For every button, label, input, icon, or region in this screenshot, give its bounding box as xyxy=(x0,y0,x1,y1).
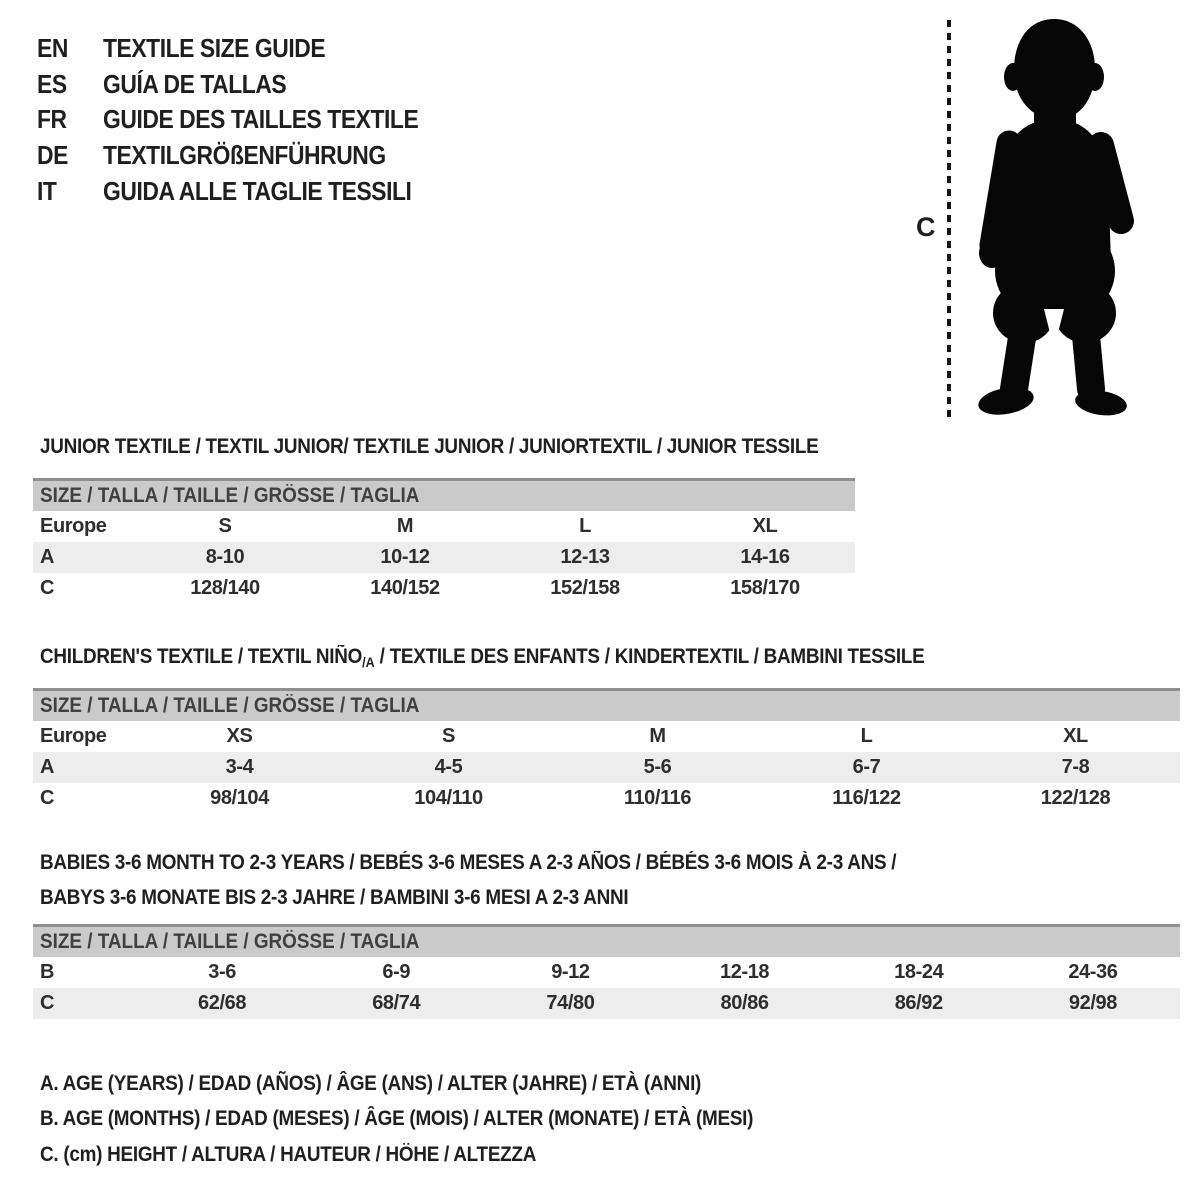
size-cell: 3-6 xyxy=(208,961,236,983)
size-cell: 98/104 xyxy=(210,787,269,809)
row-label: C xyxy=(40,992,55,1014)
size-cell: 10-12 xyxy=(380,546,430,568)
size-cell: 74/80 xyxy=(546,992,595,1014)
size-cell: 5-6 xyxy=(643,756,672,778)
size-cell: M xyxy=(396,515,414,537)
row-label: A xyxy=(40,756,55,778)
size-cell: 140/152 xyxy=(370,577,440,599)
legend xyxy=(40,1066,832,1173)
language-code: FR xyxy=(37,104,67,135)
language-code: DE xyxy=(37,140,68,171)
language-code: IT xyxy=(37,175,57,206)
size-row-height xyxy=(33,988,1180,1019)
size-cell: 116/122 xyxy=(832,787,901,809)
language-title: TEXTILGRÖßENFÜHRUNG xyxy=(103,140,386,171)
size-cell: L xyxy=(579,515,591,537)
size-cell: 14-16 xyxy=(740,546,790,568)
size-row-europe xyxy=(33,721,1180,752)
size-cell: 7-8 xyxy=(1061,756,1090,778)
size-table-header: SIZE / TALLA / TAILLE / GRÖSSE / TAGLIA xyxy=(33,478,855,511)
size-cell: M xyxy=(649,725,666,747)
size-cell: 128/140 xyxy=(190,577,260,599)
junior-size-table xyxy=(33,478,855,604)
size-cell: 6-9 xyxy=(382,961,411,983)
size-row-europe xyxy=(33,511,855,542)
size-cell: 8-10 xyxy=(205,546,245,568)
size-cell: 3-4 xyxy=(225,756,254,778)
children-size-table xyxy=(33,688,1180,814)
size-cell: 92/98 xyxy=(1068,992,1117,1014)
size-cell: S xyxy=(442,725,455,747)
row-label: A xyxy=(40,546,55,568)
language-title: GUIDE DES TAILLES TEXTILE xyxy=(103,104,419,135)
legend-item-b: B. AGE (MONTHS) / EDAD (MESES) / ÂGE (MOIS) / ALTER (MONATE) / ETÀ (MESI) xyxy=(40,1107,754,1131)
row-label: Europe xyxy=(40,515,107,537)
size-cell: 18-24 xyxy=(894,961,944,983)
size-cell: 104/110 xyxy=(414,787,483,809)
row-label: C xyxy=(40,787,55,809)
row-label: Europe xyxy=(40,725,107,747)
size-cell: 158/170 xyxy=(730,577,800,599)
language-item xyxy=(37,31,461,67)
size-cell: 152/158 xyxy=(550,577,620,599)
language-list xyxy=(37,31,461,209)
children-section-heading: CHILDREN'S TEXTILE / TEXTIL $NIÑO_{/A}$ / TEXTILE DES ENFANTS / KINDERTEXTIL / BAMBINI TESSILE xyxy=(40,645,925,670)
babies-section-heading: BABIES 3-6 MONTH TO 2-3 YEARS / BEBÉS 3-6 MESES A 2-3 AÑOS / BÉBÉS 3-6 MOIS À 2-3 ANS / BABYS 3-6 MONATE BIS 2-3 JAHRE / BAMBINI 3-6 MESI A 2-3 ANNI xyxy=(40,851,897,909)
size-cell: 68/74 xyxy=(372,992,421,1014)
size-table-header: SIZE / TALLA / TAILLE / GRÖSSE / TAGLIA xyxy=(33,688,1180,721)
size-cell: 86/92 xyxy=(894,992,943,1014)
size-cell: L xyxy=(860,725,873,747)
size-table-header: SIZE / TALLA / TAILLE / GRÖSSE / TAGLIA xyxy=(33,924,1180,957)
size-cell: 4-5 xyxy=(434,756,463,778)
height-measure-label: C xyxy=(916,212,936,242)
size-cell: 12-18 xyxy=(720,961,770,983)
language-item xyxy=(37,102,461,138)
size-cell: 62/68 xyxy=(198,992,247,1014)
size-cell: 6-7 xyxy=(852,756,881,778)
size-cell: XS xyxy=(226,725,253,747)
language-item xyxy=(37,173,461,209)
row-label: B xyxy=(40,961,55,983)
heading-subscript: /A xyxy=(362,654,375,670)
size-cell: 24-36 xyxy=(1068,961,1118,983)
size-row-months xyxy=(33,957,1180,988)
babies-size-table xyxy=(33,924,1180,1019)
size-row-age xyxy=(33,752,1180,783)
language-item xyxy=(37,138,461,174)
language-title: GUIDA ALLE TAGLIE TESSILI xyxy=(103,175,412,206)
legend-item-c: C. (cm) HEIGHT / ALTURA / HAUTEUR / HÖHE / ALTEZZA xyxy=(40,1142,537,1166)
language-title: GUÍA DE TALLAS xyxy=(103,68,287,99)
size-cell: XL xyxy=(1063,725,1088,747)
legend-item-a: A. AGE (YEARS) / EDAD (AÑOS) / ÂGE (ANS) / ALTER (JAHRE) / ETÀ (ANNI) xyxy=(40,1071,702,1095)
size-row-height xyxy=(33,573,855,604)
language-code: EN xyxy=(37,33,68,64)
size-cell: 9-12 xyxy=(551,961,590,983)
language-code: ES xyxy=(37,68,67,99)
size-cell: S xyxy=(218,515,232,537)
size-cell: 110/116 xyxy=(623,787,692,809)
junior-section-heading: JUNIOR TEXTILE / TEXTIL JUNIOR/ TEXTILE JUNIOR / JUNIORTEXTIL / JUNIOR TESSILE xyxy=(40,435,819,458)
size-row-height xyxy=(33,783,1180,814)
size-row-age xyxy=(33,542,855,573)
language-title: TEXTILE SIZE GUIDE xyxy=(103,33,326,64)
language-item xyxy=(37,67,461,103)
size-cell: XL xyxy=(752,515,778,537)
toddler-silhouette-icon xyxy=(961,13,1147,419)
height-dashed-line xyxy=(947,20,951,417)
size-cell: 80/86 xyxy=(720,992,769,1014)
size-cell: 12-13 xyxy=(560,546,610,568)
row-label: C xyxy=(40,577,55,599)
size-cell: 122/128 xyxy=(1040,787,1111,809)
